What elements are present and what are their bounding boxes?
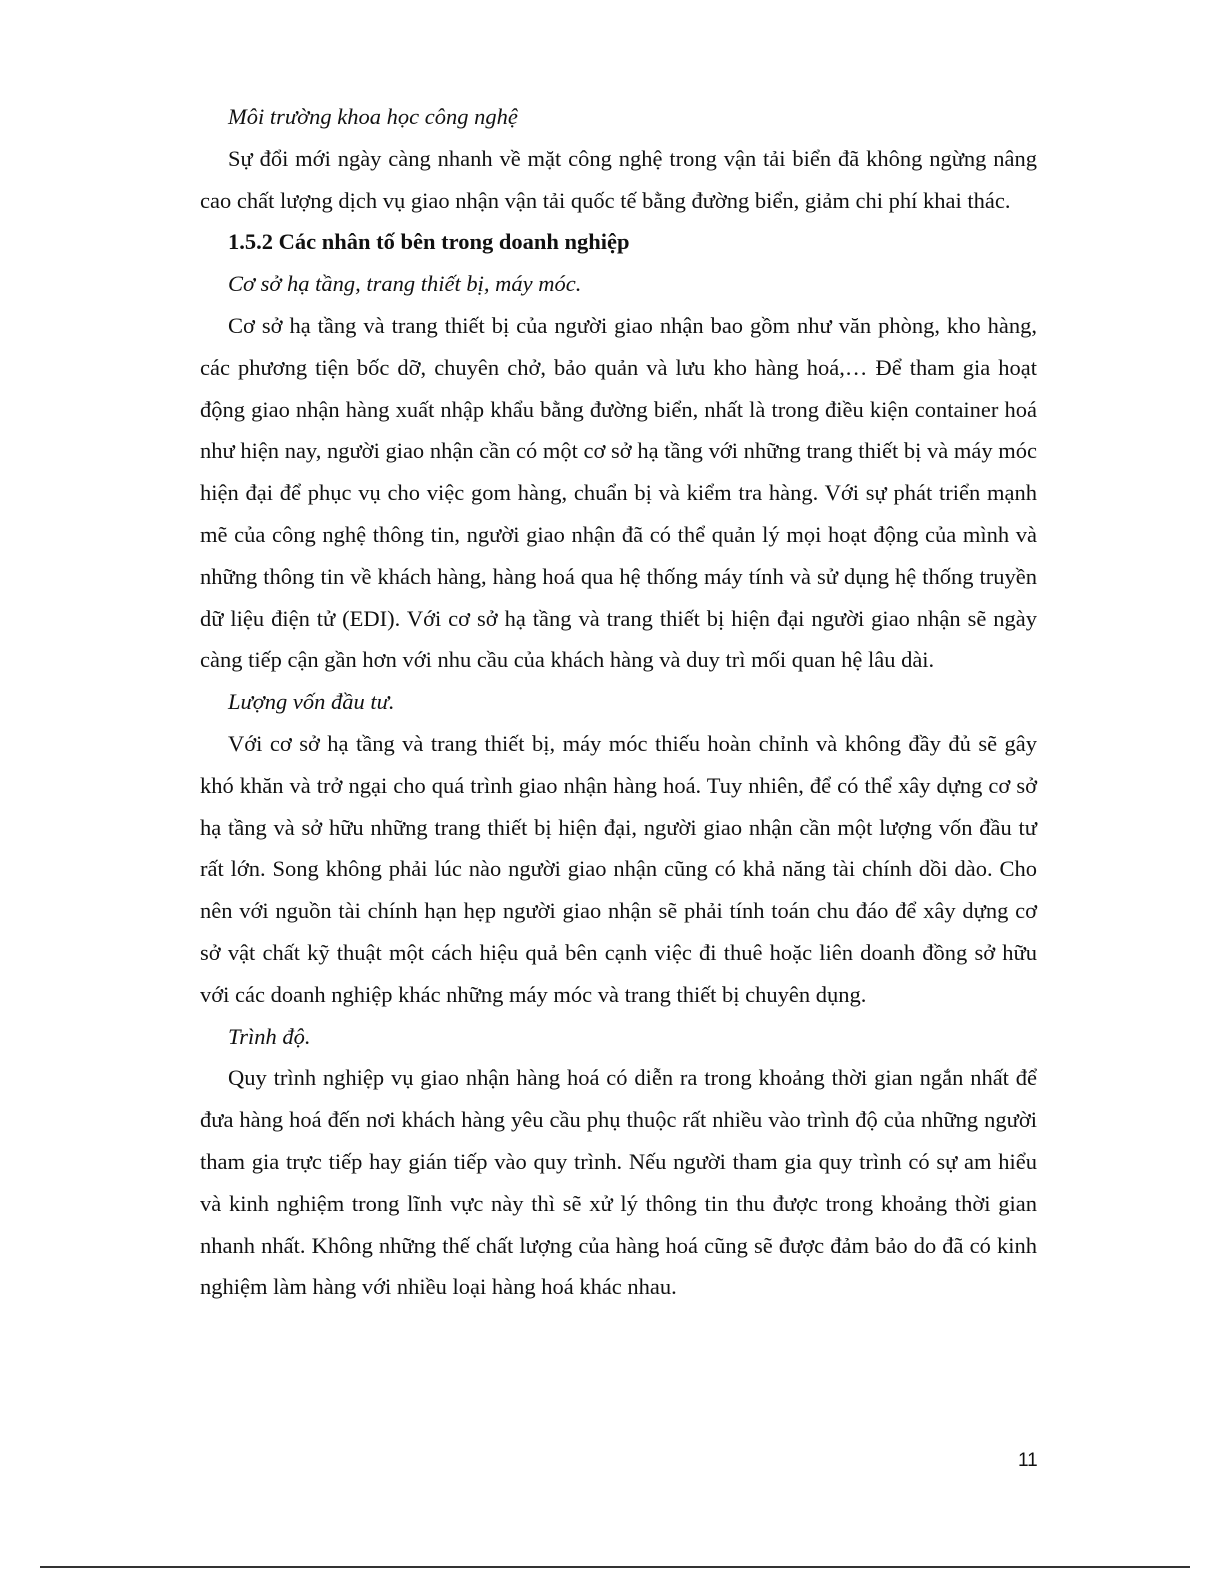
paragraph-infrastructure: Cơ sở hạ tầng và trang thiết bị của người giao nhận bao gồm như văn phòng, kho hàng, các phương tiện bốc dỡ, chuyên chở, bảo quản và lưu kho hàng hoá,… Để tham gia hoạt động giao nhận hàng xuất nhập khẩu bằng đường biển, nhất là trong điều kiện container hoá như hiện nay, người giao nhận cần có một cơ sở hạ tầng với những trang thiết bị và máy móc hiện đại để phục vụ cho việc gom hàng, chuẩn bị và kiểm tra hàng. Với sự phát triển mạnh mẽ của công nghệ thông tin, người giao nhận đã có thể quản lý mọi hoạt động của mình và những thông tin về khách hàng, hàng hoá qua hệ thống máy tính và sử dụng hệ thống truyền dữ liệu điện tử (EDI). Với cơ sở hạ tầng và trang thiết bị hiện đại người giao nhận sẽ ngày càng tiếp cận gần hơn với nhu cầu của khách hàng và duy trì mối quan hệ lâu dài. bbox=[200, 312, 1037, 673]
page-number: 11 bbox=[1018, 1450, 1038, 1471]
paragraph-technology-environment: Sự đổi mới ngày càng nhanh về mặt công nghệ trong vận tải biển đã không ngừng nâng cao chất lượng dịch vụ giao nhận vận tải quốc tế bằng đường biển, giảm chi phí khai thác. bbox=[200, 145, 1037, 213]
document-body bbox=[200, 96, 1037, 1308]
subsection-title-investment-capital: Lượng vốn đầu tư. bbox=[228, 689, 395, 715]
subsection-title-infrastructure: Cơ sở hạ tầng, trang thiết bị, máy móc. bbox=[228, 271, 582, 297]
page-bottom-divider bbox=[40, 1566, 1190, 1568]
section-heading: 1.5.2 Các nhân tố bên trong doanh nghiệp bbox=[228, 229, 630, 255]
subsection-title-technology-environment: Môi trường khoa học công nghệ bbox=[228, 104, 518, 129]
paragraph-qualification: Quy trình nghiệp vụ giao nhận hàng hoá có diễn ra trong khoảng thời gian ngắn nhất để đưa hàng hoá đến nơi khách hàng yêu cầu phụ thuộc rất nhiều vào trình độ của những người tham gia trực tiếp hay gián tiếp vào quy trình. Nếu người tham gia quy trình có sự am hiểu và kinh nghiệm trong lĩnh vực này thì sẽ xử lý thông tin thu được trong khoảng thời gian nhanh nhất. Không những thế chất lượng của hàng hoá cũng sẽ được đảm bảo do đã có kinh nghiệm làm hàng với nhiều loại hàng hoá khác nhau. bbox=[200, 1065, 1037, 1300]
paragraph-investment-capital: Với cơ sở hạ tầng và trang thiết bị, máy móc thiếu hoàn chỉnh và không đầy đủ sẽ gây khó khăn và trở ngại cho quá trình giao nhận hàng hoá. Tuy nhiên, để có thể xây dựng cơ sở hạ tầng và sở hữu những trang thiết bị hiện đại, người giao nhận cần một lượng vốn đầu tư rất lớn. Song không phải lúc nào người giao nhận cũng có khả năng tài chính dồi dào. Cho nên với nguồn tài chính hạn hẹp người giao nhận sẽ phải tính toán chu đáo để xây dựng cơ sở vật chất kỹ thuật một cách hiệu quả bên cạnh việc đi thuê hoặc liên doanh đồng sở hữu với các doanh nghiệp khác những máy móc và trang thiết bị chuyên dụng. bbox=[200, 730, 1037, 1007]
subsection-title-qualification: Trình độ. bbox=[228, 1023, 311, 1049]
